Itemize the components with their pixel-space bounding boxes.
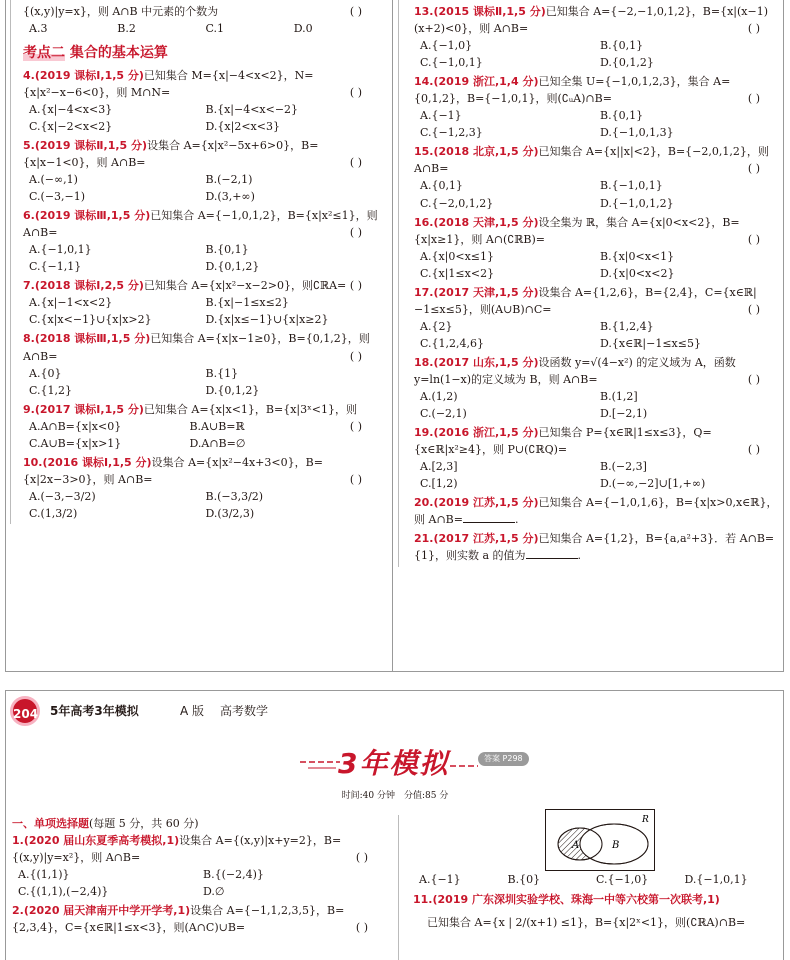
section-note: (每题 5 分，共 60 分): [89, 817, 199, 830]
question-text: 设函数 y=√(4−x²) 的定义域为 A，函数 y=ln(1−x)的定义域为 B，则 A∩B=: [414, 355, 736, 386]
option-c: C.1: [205, 22, 225, 36]
question-head: 8.(2018 课标Ⅲ,1,5 分): [23, 332, 151, 346]
left-column: [10, 0, 388, 524]
question-head: 9.(2017 课标Ⅰ,1,5 分): [23, 402, 144, 416]
venn-a-label: A: [572, 840, 580, 851]
option-a: A.{−1,0}: [420, 39, 473, 53]
book-title: 5年高考3年模拟: [50, 704, 139, 718]
question-item: [414, 354, 780, 422]
question-item: [414, 214, 780, 282]
question-item: [414, 530, 780, 564]
option-a: A.[2,3]: [420, 460, 458, 474]
option-d: D.{x|0<x<2}: [600, 266, 675, 280]
option-a: A.{(1,1)}: [18, 868, 70, 882]
subject-label: 高考数学: [220, 704, 269, 718]
option-b: B.{(−2,4)}: [203, 868, 264, 882]
venn-diagram: [545, 809, 655, 871]
question-head: 20.(2019 江苏,1,5 分): [414, 496, 539, 510]
question-item: [23, 330, 382, 398]
option-b: B.{x|−1≤x≤2}: [205, 296, 289, 310]
venn-universe-label: R: [642, 815, 649, 825]
option-d: D.{x∈ℝ|−1≤x≤5}: [600, 336, 701, 350]
answer-paren: ( ): [349, 349, 362, 363]
options-grid: [12, 866, 388, 900]
option-b: B.{0}: [507, 873, 541, 886]
question-text: 设集合 A={(x,y)|x+y=2}，B={(x,y)|y=x²}，则 A∩B=: [12, 834, 342, 865]
question-text: 已知全集 U={−1,0,1,2,3}，集合 A={0,1,2}，B={−1,0,1}，则(∁ᵤA)∩B=: [414, 75, 731, 106]
option-d: D.{x|x≤−1}∪{x|x≥2}: [205, 313, 329, 327]
option-c: C.{(1,1),(−2,4)}: [18, 885, 109, 899]
q10-options: [413, 871, 773, 888]
question-item: [23, 137, 382, 205]
option-a: A.{x|0<x≤1}: [420, 249, 494, 263]
question-text: 已知集合 P={x∈ℝ|1≤x≤3}，Q={x∈ℝ|x²≥4}，则 P∪(∁ℝQ)=: [414, 426, 712, 457]
option-b: B.{x|0<x<1}: [600, 249, 675, 263]
question-item: [414, 494, 780, 528]
question-head: 11.(2019 广东深圳实验学校、珠海一中等六校第一次联考,1): [413, 893, 720, 906]
option-a: A.{−1}: [420, 109, 462, 123]
option-a: A.A∩B={x|x<0}: [29, 419, 122, 433]
option-d: D.{−1,0,1,2}: [600, 196, 674, 210]
option-d: D.{−1,0,1,3}: [600, 126, 674, 140]
option-d: D.{x|2<x<3}: [205, 119, 280, 133]
answer-reference: 答案 P298: [478, 752, 529, 766]
answer-paren: ( ): [349, 279, 362, 293]
answer-paren: ( ): [355, 921, 368, 935]
answer-paren: ( ): [349, 85, 362, 99]
option-b: B.{0,1}: [600, 39, 644, 53]
question-head: 17.(2017 天津,1,5 分): [414, 285, 539, 299]
lower-right-column: [398, 815, 782, 960]
question-head: 10.(2016 课标Ⅰ,1,5 分): [23, 455, 152, 469]
option-d: D.(−∞,−2]∪[1,+∞): [600, 477, 706, 491]
option-a: A.{0,1}: [420, 179, 463, 193]
option-b: B.{x|−4<x<−2}: [205, 102, 299, 116]
question-head: 13.(2015 课标Ⅱ,1,5 分): [414, 5, 546, 18]
option-b: B.{−1,0,1}: [600, 179, 663, 193]
question-item: [23, 277, 382, 328]
section-heading: [12, 815, 388, 832]
options-grid: [23, 101, 382, 135]
question-head: 6.(2019 课标Ⅲ,1,5 分): [23, 209, 151, 223]
question-item: [23, 207, 382, 275]
answer-paren: ( ): [349, 156, 362, 170]
options-grid: [414, 177, 780, 211]
option-a: A.{x|−4<x<3}: [29, 102, 113, 116]
options-grid: [414, 318, 780, 352]
question-text: 已知集合 A={x||x|<2}，B={−2,0,1,2}，则 A∩B=: [414, 145, 769, 176]
question-head: 5.(2019 课标Ⅱ,1,5 分): [23, 138, 148, 152]
option-a: A.(1,2): [420, 390, 458, 404]
option-c: C.A∪B={x|x>1}: [29, 436, 122, 450]
option-c: C.{1,2}: [29, 383, 73, 397]
answer-paren: ( ): [747, 162, 760, 176]
question-head: 21.(2017 江苏,1,5 分): [414, 532, 539, 546]
question-text: 已知集合 A={−1,0,1,6}，B={x|x>0,x∈ℝ}，则 A∩B=: [414, 496, 778, 527]
question-item: [23, 401, 382, 452]
option-b: B.{0,1}: [600, 109, 644, 123]
option-b: B.(−2,3]: [600, 460, 647, 474]
question-head: 15.(2018 北京,1,5 分): [414, 145, 539, 159]
option-d: D.A∩B=∅: [189, 436, 246, 450]
option-d: D.{0,1,2}: [205, 260, 260, 274]
column-divider: [392, 0, 393, 672]
option-c: C.(1,3/2): [29, 506, 78, 520]
question-item: [12, 902, 388, 936]
page-number: 204: [10, 696, 40, 726]
question-11: [413, 891, 777, 931]
option-d: D.∅: [203, 885, 225, 899]
option-b: B.(−3,3/2): [205, 489, 264, 503]
section-prefix: 考点二: [23, 45, 65, 62]
question-text: 已知集合 A={x|x²−x−2>0}，则∁ℝA=: [143, 279, 347, 293]
time-score-info: 时间:40 分钟 分值:85 分: [341, 791, 449, 801]
option-a: A.3: [29, 22, 48, 36]
option-b: B.2: [117, 22, 136, 36]
question-text: 已知集合 A={x|x−1≥0}，B={0,1,2}，则 A∩B=: [23, 332, 370, 363]
question-3-tail: [23, 3, 382, 37]
question-head: 18.(2017 山东,1,5 分): [414, 355, 539, 369]
option-a: A.(−3,−3/2): [29, 489, 96, 503]
question-head: 19.(2016 浙江,1,5 分): [414, 426, 539, 440]
option-b: B.{1}: [205, 366, 239, 380]
option-c: C.{−1,0,1}: [420, 56, 483, 70]
answer-paren: ( ): [355, 851, 368, 865]
option-c: C.{−1,2,3}: [420, 126, 483, 140]
options-grid: [23, 171, 382, 205]
option-c: C.{x|−2<x<2}: [29, 119, 113, 133]
answer-paren: ( ): [747, 22, 760, 36]
option-c: C.{x|1≤x<2}: [420, 266, 495, 280]
option-d: D.{0,1,2}: [600, 56, 654, 70]
lower-left-column: [12, 815, 388, 938]
answer-paren: ( ): [349, 419, 362, 433]
question-tail: .: [514, 513, 519, 527]
answer-blank[interactable]: [526, 548, 578, 559]
option-d: D.(3,+∞): [205, 190, 255, 204]
option-a: A.{0}: [29, 366, 62, 380]
answer-paren: ( ): [349, 472, 362, 486]
answer-paren: ( ): [349, 226, 362, 240]
venn-b-label: B: [612, 840, 620, 851]
question-text: 已知集合 A={1,2}，B={a,a²+3}．若 A∩B={1}，则实数 a 的值为: [414, 532, 775, 563]
question-head: 7.(2018 课标Ⅰ,2,5 分): [23, 279, 144, 293]
option-b: B.{1,2,4}: [600, 319, 654, 333]
options-grid: [414, 37, 780, 71]
option-a: A.{x|−1<x<2}: [29, 296, 113, 310]
question-tail: .: [577, 549, 582, 563]
options-grid: [414, 388, 780, 422]
question-item: [23, 454, 382, 522]
answer-paren: ( ): [349, 5, 362, 18]
options-grid: [414, 458, 780, 492]
option-c: C.{−2,0,1,2}: [420, 196, 494, 210]
question-head: 4.(2019 课标Ⅰ,1,5 分): [23, 68, 144, 82]
options-row: [23, 20, 382, 37]
question-text: 设集合 A={x|x²−4x+3<0}，B={x|2x−3>0}，则 A∩B=: [23, 455, 323, 486]
answer-paren: ( ): [747, 232, 760, 246]
option-c: C.{−1,1}: [29, 260, 82, 274]
question-text: 设全集为 ℝ，集合 A={x|0<x<2}，B={x|x≥1}，则 A∩(∁ℝB)=: [414, 215, 740, 246]
question-item: [414, 73, 780, 141]
section-heading: [23, 43, 382, 65]
right-column: [398, 0, 782, 567]
question-text: 设集合 A={1,2,6}，B={2,4}，C={x∈ℝ|−1≤x≤5}，则(A∪B)∩C=: [414, 285, 757, 316]
options-grid: [414, 248, 780, 282]
question-text: {(x,y)|y=x}，则 A∩B 中元素的个数为: [23, 5, 219, 18]
question-text: 已知集合 A={x|x<1}，B={x|3ˣ<1}，则: [143, 402, 357, 416]
question-item: [414, 424, 780, 492]
option-d: D.0: [293, 22, 313, 36]
question-text: 已知集合 A={x | 2/(x+1) ≤1}，B={x|2ˣ<1}，则(∁ℝA)∩B=: [427, 916, 746, 930]
option-a: A.(−∞,1): [29, 173, 78, 187]
option-d: D.[−2,1): [600, 407, 648, 421]
option-d: D.{0,1,2}: [205, 383, 260, 397]
question-head: 1.(2020 届山东夏季高考模拟,1): [12, 834, 180, 848]
option-a: A.{−1}: [419, 873, 461, 886]
options-grid: [23, 294, 382, 328]
option-d: D.(3/2,3): [205, 506, 255, 520]
question-item: [414, 143, 780, 211]
answer-paren: ( ): [747, 302, 760, 316]
options-grid: [23, 365, 382, 399]
question-item: [12, 832, 388, 900]
options-grid: [414, 107, 780, 141]
question-item: [414, 3, 780, 71]
option-b: B.(−2,1): [205, 173, 253, 187]
question-item: [414, 284, 780, 352]
option-c: C.(−3,−1): [29, 190, 86, 204]
edition-label: A 版: [180, 704, 205, 718]
answer-paren: ( ): [747, 92, 760, 106]
question-item: [23, 67, 382, 135]
question-text: 已知集合 A={−2,−1,0,1,2}，B={x|(x−1)(x+2)<0}，则 A∩B=: [414, 5, 769, 36]
options-grid: [23, 241, 382, 275]
option-c: C.(−2,1): [420, 407, 467, 421]
question-text: 设集合 A={−1,1,2,3,5}，B={2,3,4}，C={x∈ℝ|1≤x<3}，则(A∩C)∪B=: [12, 904, 345, 935]
section-head: 一、单项选择题: [12, 817, 89, 830]
question-text: 设集合 A={x|x²−5x+6>0}，B={x|x−1<0}，则 A∩B=: [23, 138, 319, 170]
option-c: C.{−1,0}: [596, 873, 649, 886]
question-text: 已知集合 M={x|−4<x<2}，N={x|x²−x−6<0}，则 M∩N=: [23, 68, 314, 99]
option-a: A.{−1,0,1}: [29, 243, 92, 257]
question-head: 2.(2020 届天津南开中学开学考,1): [12, 904, 191, 918]
question-head: 14.(2019 浙江,1,4 分): [414, 75, 539, 89]
answer-blank[interactable]: [463, 512, 515, 523]
option-b: B.A∪B=ℝ: [189, 419, 245, 433]
options-grid: [23, 418, 350, 452]
option-d: D.{−1,0,1}: [684, 873, 748, 886]
option-b: B.(1,2]: [600, 390, 638, 404]
lower-page: [0, 690, 790, 960]
option-c: C.{1,2,4,6}: [420, 336, 485, 350]
answer-paren: ( ): [747, 372, 760, 386]
banner-title: 3年模拟: [338, 747, 450, 780]
question-head: 16.(2018 天津,1,5 分): [414, 215, 539, 229]
answer-paren: ( ): [747, 443, 760, 457]
option-c: C.[1,2): [420, 477, 458, 491]
option-a: A.{2}: [420, 319, 453, 333]
option-b: B.{0,1}: [205, 243, 249, 257]
section-title: 集合的基本运算: [69, 45, 168, 62]
option-c: C.{x|x<−1}∪{x|x>2}: [29, 313, 152, 327]
options-grid: [23, 488, 382, 522]
question-text: 已知集合 A={−1,0,1,2}，B={x|x²≤1}，则 A∩B=: [23, 209, 378, 240]
